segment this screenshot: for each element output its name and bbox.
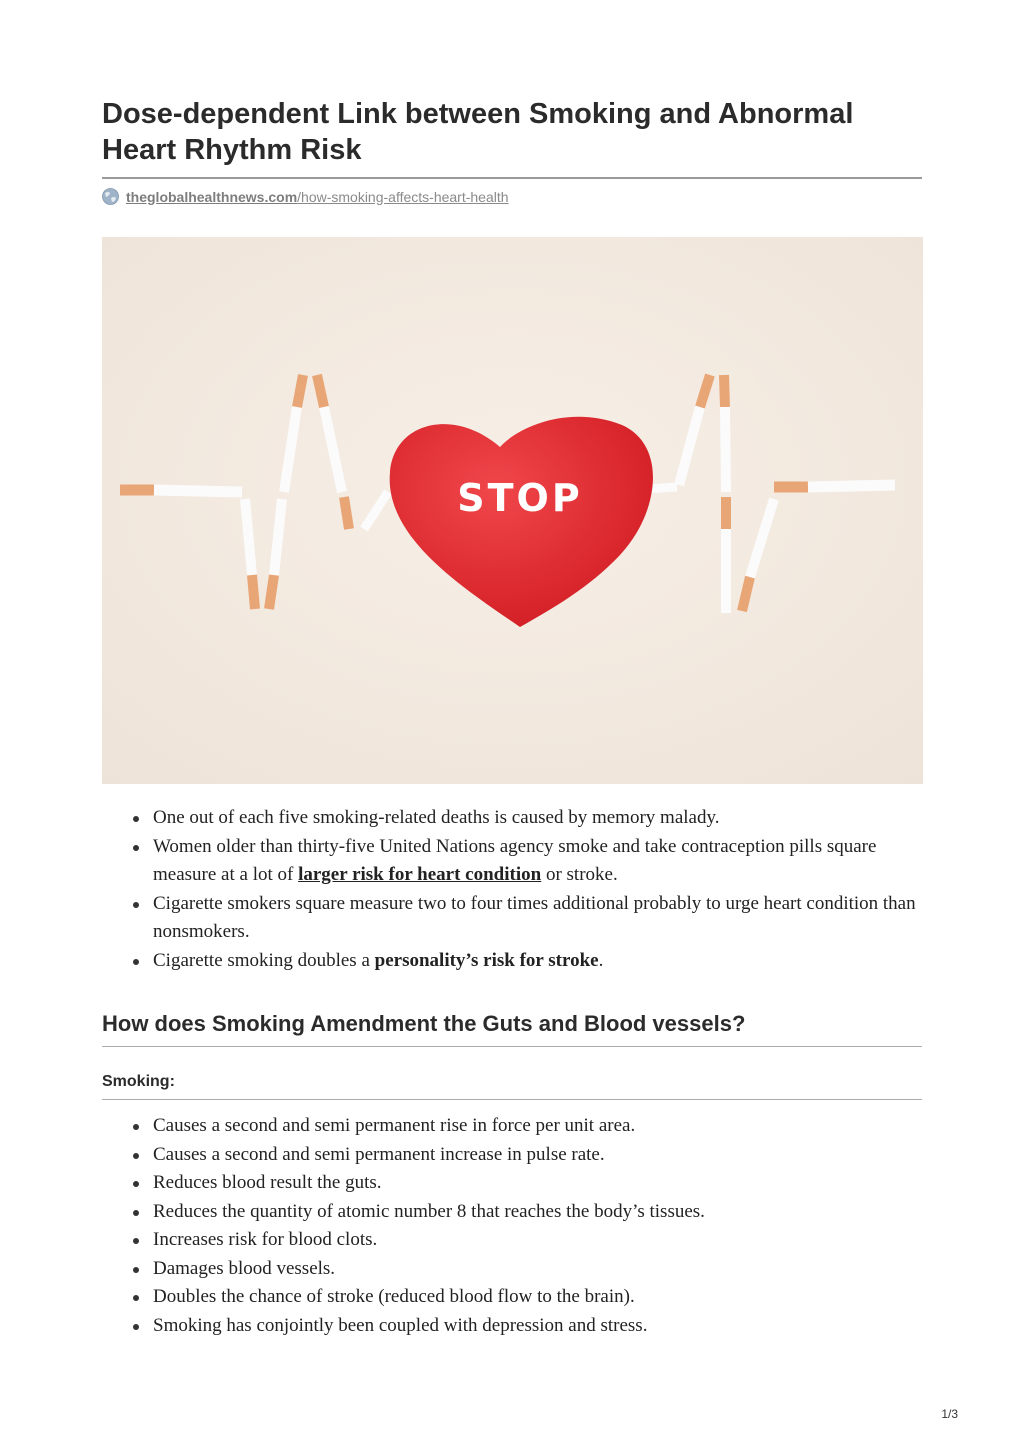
stop-text: STOP (457, 476, 583, 520)
list-item: Causes a second and semi permanent increase in pulse rate. (153, 1141, 922, 1170)
list-item: Smoking has conjointly been coupled with depression and stress. (153, 1312, 922, 1341)
article (102, 96, 922, 1340)
source-path[interactable]: /how-smoking-affects-heart-health (297, 188, 509, 205)
page-number: 1/3 (941, 1407, 958, 1421)
list-item: Damages blood vessels. (153, 1255, 922, 1284)
source-link[interactable] (102, 188, 922, 205)
list-item: Causes a second and semi permanent rise in force per unit area. (153, 1112, 922, 1141)
page-title: Dose-dependent Link between Smoking and Abnormal Heart Rhythm Risk (102, 96, 922, 179)
list-item: One out of each five smoking-related deaths is caused by memory malady. (153, 804, 922, 833)
list-item: Reduces the quantity of atomic number 8 that reaches the body’s tissues. (153, 1198, 922, 1227)
list-item: Women older than thirty-five United Nations agency smoke and take contraception pills square measure at a lot of larger risk for heart condition or stroke. (153, 833, 922, 890)
section-heading: How does Smoking Amendment the Guts and Blood vessels? (102, 1011, 922, 1047)
list-item: Cigarette smokers square measure two to four times additional probably to urge heart condition than nonsmokers. (153, 890, 922, 947)
list-item: Cigarette smoking doubles a personality’s risk for stroke. (153, 947, 922, 976)
hero-image (102, 237, 923, 784)
source-domain[interactable]: theglobalhealthnews.com (126, 188, 298, 205)
list-item: Reduces blood result the guts. (153, 1169, 922, 1198)
facts-list (102, 804, 922, 975)
section-subheading: Smoking: (102, 1073, 922, 1100)
list-item: Doubles the chance of stroke (reduced blood flow to the brain). (153, 1283, 922, 1312)
effects-list (102, 1112, 922, 1340)
heart-condition-link[interactable]: larger risk for heart condition (298, 864, 542, 885)
list-item: Increases risk for blood clots. (153, 1226, 922, 1255)
globe-icon (102, 188, 119, 205)
stroke-risk-bold: personality’s risk for stroke (374, 949, 599, 971)
